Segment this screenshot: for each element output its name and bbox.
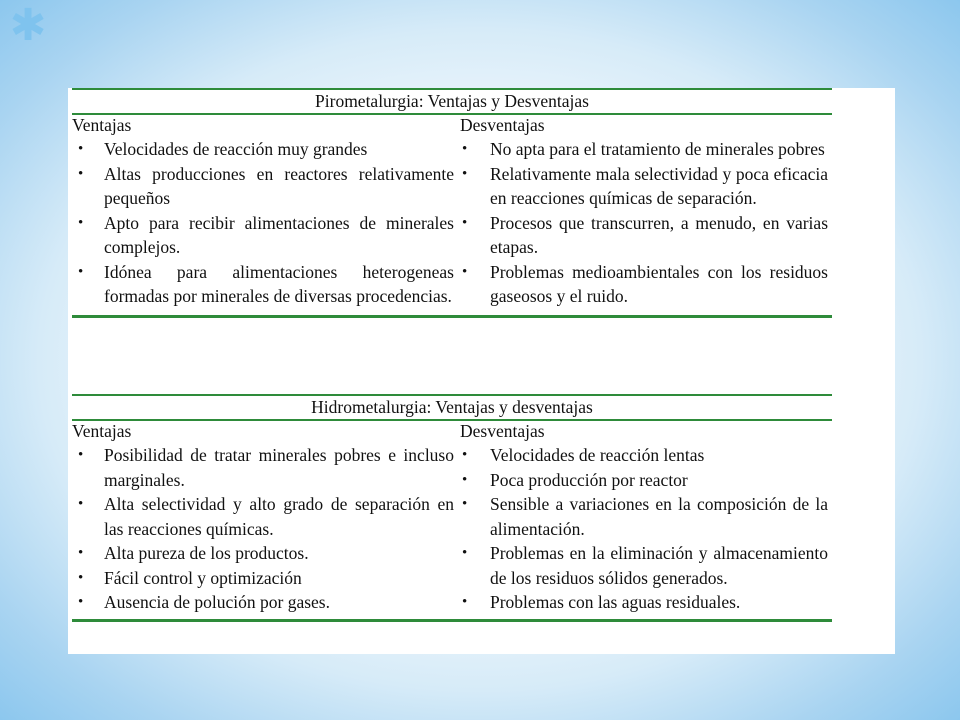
bullet-icon: •: [78, 214, 84, 231]
list-item: [454, 590, 832, 615]
bullet-icon: •: [462, 141, 468, 157]
list-item: [454, 211, 832, 260]
column-header: Ventajas: [72, 421, 132, 441]
list-item: [72, 492, 454, 541]
table-title: Pirometalurgia: Ventajas y Desventajas: [315, 91, 589, 111]
list-item-text: Fácil control y optimización: [104, 567, 302, 588]
bullet-icon: •: [78, 545, 84, 561]
list-item-text: Problemas en la eliminación y almacenamiento de los residuos sólidos generados.: [490, 543, 828, 588]
desventajas-column: [454, 115, 832, 309]
bullet-icon: •: [78, 263, 84, 280]
ventajas-column: [72, 115, 454, 309]
list-item: [454, 443, 832, 468]
list-item: [72, 590, 454, 615]
list-item: [72, 211, 454, 260]
bullet-icon: •: [462, 545, 468, 561]
slide-content: [68, 88, 895, 654]
list-item-text: Problemas con las aguas residuales.: [490, 592, 741, 612]
list-item: [454, 137, 832, 162]
list-item: [454, 162, 832, 211]
bullet-icon: •: [462, 594, 468, 610]
hidrometalurgia-table: [72, 394, 832, 622]
list-item-text: Idónea para alimentaciones heterogeneas formadas por minerales de diversas procedencias.: [104, 261, 454, 306]
list-item: [454, 541, 832, 590]
list-item-text: No apta para el tratamiento de minerales pobres: [490, 139, 825, 159]
list-item-text: Velocidades de reacción muy grandes: [104, 139, 368, 159]
list-item-text: Alta pureza de los productos.: [104, 543, 309, 563]
list-item-text: Sensible a variaciones en la composición de la alimentación.: [490, 494, 828, 539]
bullet-icon: •: [78, 569, 84, 586]
list-item-text: Alta selectividad y alto grado de separación en las reacciones químicas.: [104, 494, 454, 539]
bullet-icon: •: [462, 214, 468, 231]
list-item: [72, 137, 454, 162]
bullet-icon: •: [462, 165, 468, 182]
list-item-text: Procesos que transcurren, a menudo, en varias etapas.: [490, 212, 828, 257]
bullet-icon: •: [78, 141, 84, 157]
bullet-icon: •: [462, 496, 468, 512]
list-item-text: Ausencia de polución por gases.: [104, 592, 330, 612]
list-item-text: Posibilidad de tratar minerales pobres e incluso marginales.: [104, 445, 454, 490]
list-item: [72, 260, 454, 309]
bullet-icon: •: [78, 165, 84, 182]
bullet-icon: •: [462, 447, 468, 463]
list-item: [454, 492, 832, 541]
table-bottom-rule: [72, 619, 832, 622]
list-item: [454, 468, 832, 493]
list-item: [72, 566, 454, 591]
list-item: [454, 260, 832, 309]
pirometalurgia-table: [72, 88, 832, 318]
list-item-text: Relativamente mala selectividad y poca eficacia en reacciones químicas de separación.: [490, 163, 828, 208]
list-item: [72, 443, 454, 492]
list-item-text: Altas producciones en reactores relativamente pequeños: [104, 163, 454, 208]
bullet-icon: •: [78, 496, 84, 512]
desventajas-column: [454, 421, 832, 615]
list-item: [72, 162, 454, 211]
star-icon: ✱: [9, 0, 47, 51]
list-item: [72, 541, 454, 566]
bullet-icon: •: [462, 471, 468, 488]
list-item-text: Problemas medioambientales con los residuos gaseosos y el ruido.: [490, 261, 828, 306]
table-title: Hidrometalurgia: Ventajas y desventajas: [311, 397, 593, 417]
column-header: Desventajas: [460, 115, 545, 135]
ventajas-column: [72, 421, 454, 615]
column-header: Ventajas: [72, 115, 132, 135]
list-item-text: Apto para recibir alimentaciones de minerales complejos.: [104, 212, 454, 257]
column-header: Desventajas: [460, 421, 545, 441]
table-bottom-rule: [72, 315, 832, 318]
list-item-text: Poca producción por reactor: [490, 469, 688, 490]
bullet-icon: •: [78, 594, 84, 610]
bullet-icon: •: [462, 263, 468, 280]
bullet-icon: •: [78, 447, 84, 463]
list-item-text: Velocidades de reacción lentas: [490, 445, 705, 465]
